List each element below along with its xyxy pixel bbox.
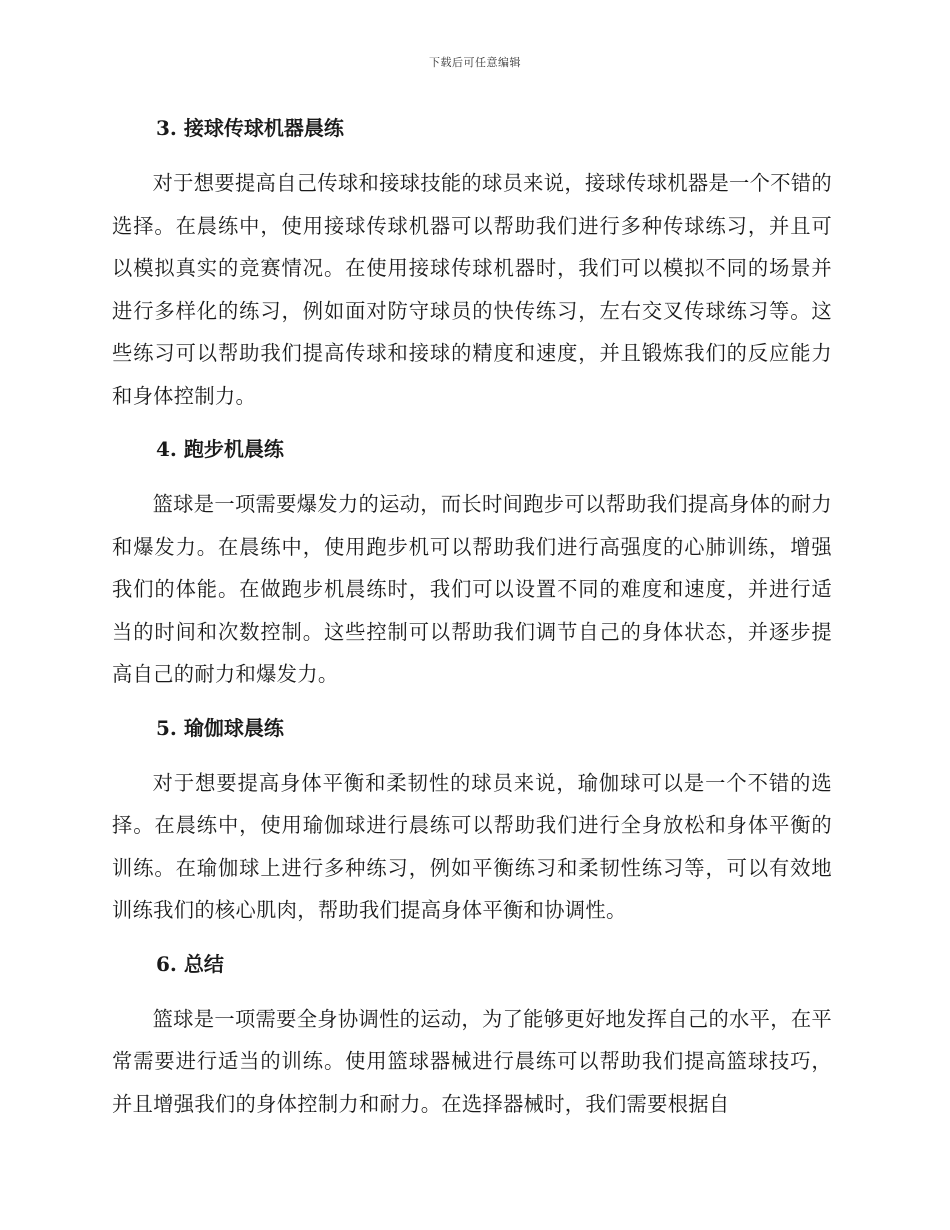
section-heading: 4. 跑步机晨练 [156,437,284,461]
document-body [112,108,832,1137]
page-header: 下载后可任意编辑 [429,56,521,69]
section-heading: 3. 接球传球机器晨练 [156,116,344,140]
section-paragraph: 篮球是一项需要全身协调性的运动，为了能够更好地发挥自己的水平，在平常需要进行适当的训练。使用篮球器械进行晨练可以帮助我们提高篮球技巧，并且增强我们的身体控制力和耐力。在选择器械时，我们需要根据自 [112,1006,832,1116]
section-paragraph: 对于想要提高自己传球和接球技能的球员来说，接球传球机器是一个不错的选择。在晨练中，使用接球传球机器可以帮助我们进行多种传球练习，并且可以模拟真实的竞赛情况。在使用接球传球机器时，我们可以模拟不同的场景并进行多样化的练习，例如面对防守球员的快传练习，左右交叉传球练习等。这些练习可以帮助我们提高传球和接球的精度和速度，并且锻炼我们的反应能力和身体控制力。 [112,171,832,408]
section-heading: 5. 瑜伽球晨练 [156,715,284,740]
section-paragraph: 对于想要提高身体平衡和柔韧性的球员来说，瑜伽球可以是一个不错的选择。在晨练中，使用瑜伽球进行晨练可以帮助我们进行全身放松和身体平衡的训练。在瑜伽球上进行多种练习，例如平衡练习和柔韧性练习等，可以有效地训练我们的核心肌肉，帮助我们提高身体平衡和协调性。 [112,770,832,922]
section-summary [112,944,832,1126]
section-treadmill [112,429,832,696]
section-catch-pass-machine [112,108,832,417]
section-paragraph: 篮球是一项需要爆发力的运动，而长时间跑步可以帮助我们提高身体的耐力和爆发力。在晨练中，使用跑步机可以帮助我们进行高强度的心肺训练，增强我们的体能。在做跑步机晨练时，我们可以设置不同的难度和速度，并进行适当的时间和次数控制。这些控制可以帮助我们调节自己的身体状态，并逐步提高自己的耐力和爆发力。 [112,492,832,686]
section-heading: 6. 总结 [156,951,224,976]
section-yoga-ball [112,708,832,932]
